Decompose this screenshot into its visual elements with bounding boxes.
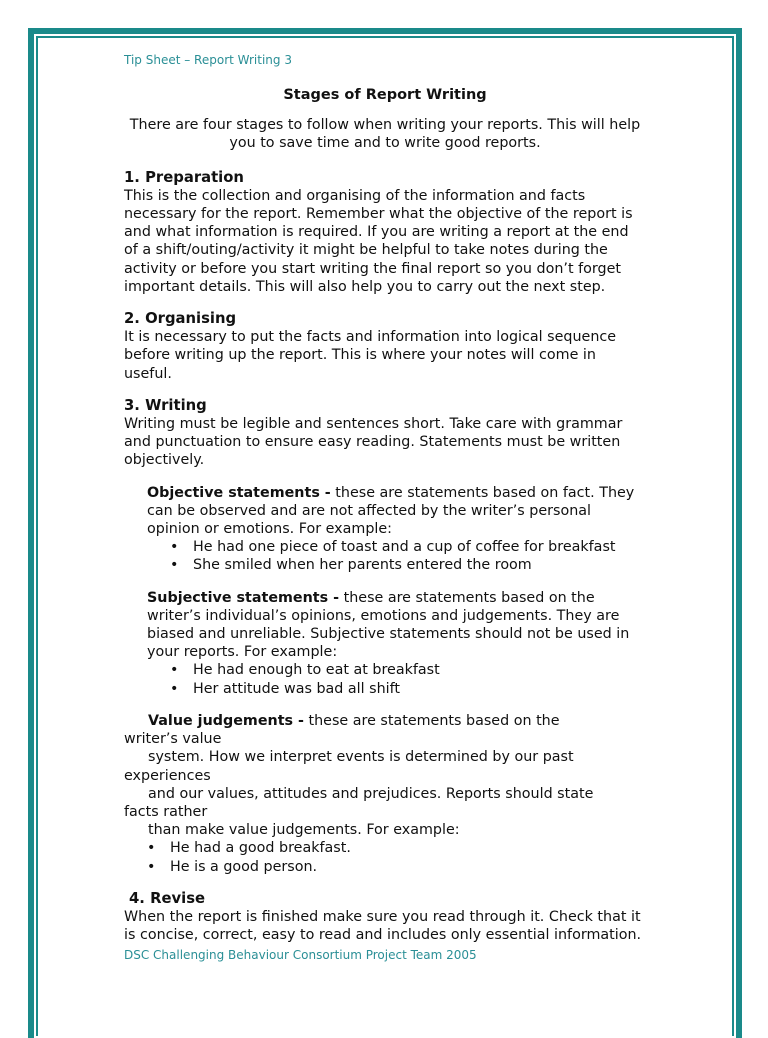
objective-statements-text: these are statements based on fact. They can be observed and are not affected by the writer’s personal opinion or emotions. For example: xyxy=(147,484,635,538)
section-body-revise: When the report is finished make sure you read through it. Check that it is concise, correct, easy to read and includes only essential information. xyxy=(124,908,642,944)
value-judgements-line: experiences xyxy=(124,767,211,784)
list-item: • Her attitude was bad all shift xyxy=(170,680,646,698)
subjective-examples-list xyxy=(147,661,646,697)
footer-note: DSC Challenging Behaviour Consortium Project Team 2005 xyxy=(124,948,477,963)
value-judgements-line: and our values, attitudes and prejudices. Reports should state xyxy=(148,785,594,802)
value-judgements-label: Value judgements - xyxy=(148,712,304,729)
objective-statements-paragraph xyxy=(147,484,646,539)
section-body-preparation: This is the collection and organising of the information and facts necessary for the report. Remember what the objective of the report is and what information is required. If you are writing a report at the end of a shift/outing/activity it might be helpful to take notes during the activity or before you start writing the final report so you don’t forget important details. This will also help you to carry out the next step. xyxy=(124,187,633,295)
objective-examples-list xyxy=(147,538,646,574)
document-body xyxy=(124,52,646,962)
value-judgements-block xyxy=(124,712,646,876)
document-title: Stages of Report Writing xyxy=(283,87,487,103)
subjective-statements-text: these are statements based on the writer’s individual’s opinions, emotions and judgements. They are biased and unreliable. Subjective statements should not be used in your reports. For example: xyxy=(147,589,630,661)
section-body-organising: It is necessary to put the facts and information into logical sequence before writing up the report. This is where your notes will come in useful. xyxy=(124,329,617,382)
objective-statements-block xyxy=(147,484,646,575)
list-item: • She smiled when her parents entered the room xyxy=(170,556,646,574)
section-heading-preparation: 1. Preparation xyxy=(124,168,244,186)
list-item: • He is a good person. xyxy=(147,858,646,876)
subjective-statements-label: Subjective statements - xyxy=(147,589,340,606)
value-judgements-line: system. How we interpret events is determined by our past xyxy=(148,749,574,766)
value-judgements-line: than make value judgements. For example: xyxy=(148,822,460,839)
value-examples-list xyxy=(124,839,646,875)
value-judgements-line: writer’s value xyxy=(124,731,222,748)
value-judgements-line xyxy=(124,712,646,730)
list-item: • He had one piece of toast and a cup of coffee for breakfast xyxy=(170,538,646,556)
section-heading-organising: 2. Organising xyxy=(124,310,237,328)
value-judgements-text: these are statements based on the xyxy=(303,712,560,729)
subjective-statements-paragraph xyxy=(147,589,646,662)
list-item: • He had a good breakfast. xyxy=(147,839,646,857)
objective-statements-label: Objective statements - xyxy=(147,484,331,501)
section-heading-writing: 3. Writing xyxy=(124,396,207,414)
intro-paragraph: There are four stages to follow when writing your reports. This will help you to save time and to write good reports. xyxy=(129,117,641,152)
section-heading-revise: 4. Revise xyxy=(129,889,206,907)
subjective-statements-block xyxy=(147,589,646,698)
section-body-writing: Writing must be legible and sentences short. Take care with grammar and punctuation to ensure easy reading. Statements must be written objectively. xyxy=(124,416,623,469)
list-item: • He had enough to eat at breakfast xyxy=(170,661,646,679)
header-note: Tip Sheet – Report Writing 3 xyxy=(124,53,292,67)
value-judgements-line: facts rather xyxy=(124,803,208,820)
